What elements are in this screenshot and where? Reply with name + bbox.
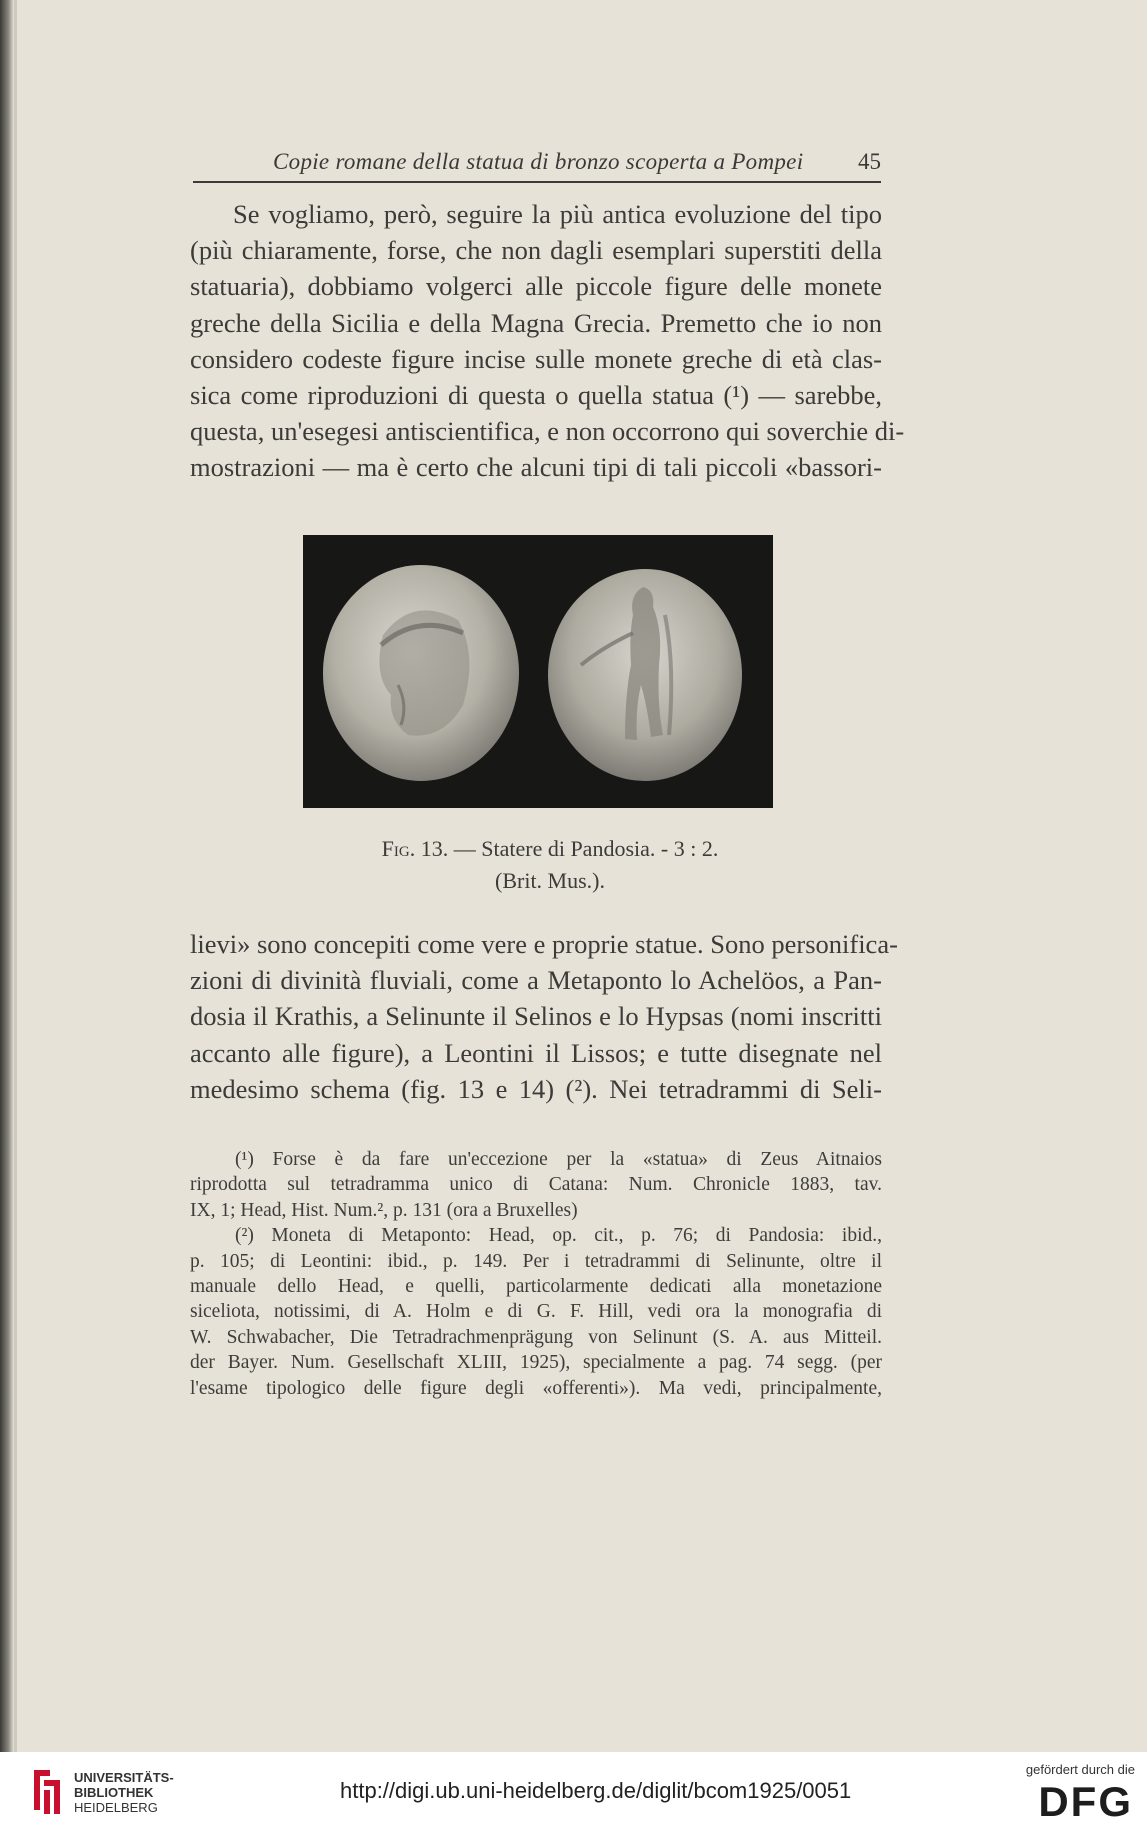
footnote-line: riprodotta sul tetradramma unico di Catana: Num. Chronicle 1883, tav. <box>190 1174 882 1196</box>
page-edge <box>14 0 17 1752</box>
library-line-1: UNIVERSITÄTS- <box>74 1770 174 1785</box>
library-line-2: BIBLIOTHEK <box>74 1785 154 1800</box>
text-line: sica come riproduzioni di questa o quella statua (¹) — sarebbe, <box>190 380 882 411</box>
running-title: Copie romane della statua di bronzo scoperta a Pompei <box>273 149 804 174</box>
footnote-line: p. 105; di Leontini: ibid., p. 149. Per i tetradrammi di Selinunte, oltre il <box>190 1250 882 1272</box>
caption-text: — Statere di Pandosia. - 3 : 2. <box>453 836 719 861</box>
text-line: questa, un'esegesi antiscientifica, e non occorrono qui soverchie di- <box>190 416 905 447</box>
library-name <box>74 1770 174 1815</box>
text-line: accanto alle figure), a Leontini il Lissos; e tutte disegnate nel <box>190 1037 882 1068</box>
footnote-line: siceliota, notissimi, di A. Holm e di G. F. Hill, vedi ora la monografia di <box>190 1301 882 1323</box>
figure-caption <box>300 836 800 862</box>
text-line: zioni di divinità fluviali, come a Metaponto lo Achelöos, a Pan- <box>190 965 882 996</box>
viewer-footer <box>0 1752 1147 1839</box>
binding-shadow <box>0 0 14 1752</box>
footnote-line: W. Schwabacher, Die Tetradrachmenprägung von Selinunt (S. A. aus Mitteil. <box>190 1326 882 1348</box>
coin-photograph <box>303 535 773 808</box>
coin-photograph-svg <box>303 535 773 808</box>
text-line: considero codeste figure incise sulle monete greche di età clas- <box>190 343 882 374</box>
paragraph-top <box>190 196 905 486</box>
permalink-url[interactable]: http://digi.ub.uni-heidelberg.de/diglit/bcom1925/0051 <box>340 1778 852 1803</box>
text-line: greche della Sicilia e della Magna Grecia. Premetto che io non <box>190 307 882 338</box>
text-line: statuaria), dobbiamo volgerci alle piccole figure delle monete <box>190 271 882 302</box>
page-number: 45 <box>858 149 881 174</box>
text-line: lievi» sono concepiti come vere e proprie statue. Sono personifica- <box>190 929 898 959</box>
text-line: (più chiaramente, forse, che non dagli esemplari superstiti della <box>190 235 882 266</box>
library-logo-icon <box>30 1766 66 1818</box>
text-line: mostrazioni — ma è certo che alcuni tipi di tali piccoli «bassori- <box>190 452 882 483</box>
caption-label: Fig. 13. <box>381 836 449 861</box>
text-line: Se vogliamo, però, seguire la più antica evoluzione del tipo <box>233 199 882 229</box>
caption-source: (Brit. Mus.). <box>495 868 605 893</box>
running-head <box>193 145 881 183</box>
footnote-line: l'esame tipologico delle figure degli «offerenti»). Ma vedi, principalmente, <box>190 1377 882 1399</box>
reverse-coin <box>548 569 742 781</box>
text-line: medesimo schema (fig. 13 e 14) (²). Nei tetradrammi di Seli- <box>190 1073 882 1104</box>
sponsor-text: gefördert durch die <box>1025 1762 1135 1777</box>
footnote-line: manuale dello Head, e quelli, particolarmente dedicati alla monetazione <box>190 1276 882 1298</box>
footnote-line: der Bayer. Num. Gesellschaft XLIII, 1925), specialmente a pag. 74 segg. (per <box>190 1352 882 1374</box>
footnote-line: IX, 1; Head, Hist. Num.², p. 131 (ora a Bruxelles) <box>190 1199 578 1221</box>
footnote-line: (²) Moneta di Metaponto: Head, op. cit., p. 76; di Pandosia: ibid., <box>235 1225 882 1247</box>
footnote-line: (¹) Forse è da fare un'eccezione per la «statua» di Zeus Aitnaios <box>235 1149 882 1170</box>
footnotes <box>190 1147 882 1401</box>
library-line-3: HEIDELBERG <box>74 1800 158 1815</box>
text-line: dosia il Krathis, a Selinunte il Selinos e lo Hypsas (nomi inscritti <box>190 1001 882 1032</box>
paragraph-bottom <box>190 926 898 1107</box>
obverse-coin <box>323 565 519 781</box>
dfg-logo: DFG <box>1038 1778 1133 1825</box>
figure-source <box>300 868 800 894</box>
